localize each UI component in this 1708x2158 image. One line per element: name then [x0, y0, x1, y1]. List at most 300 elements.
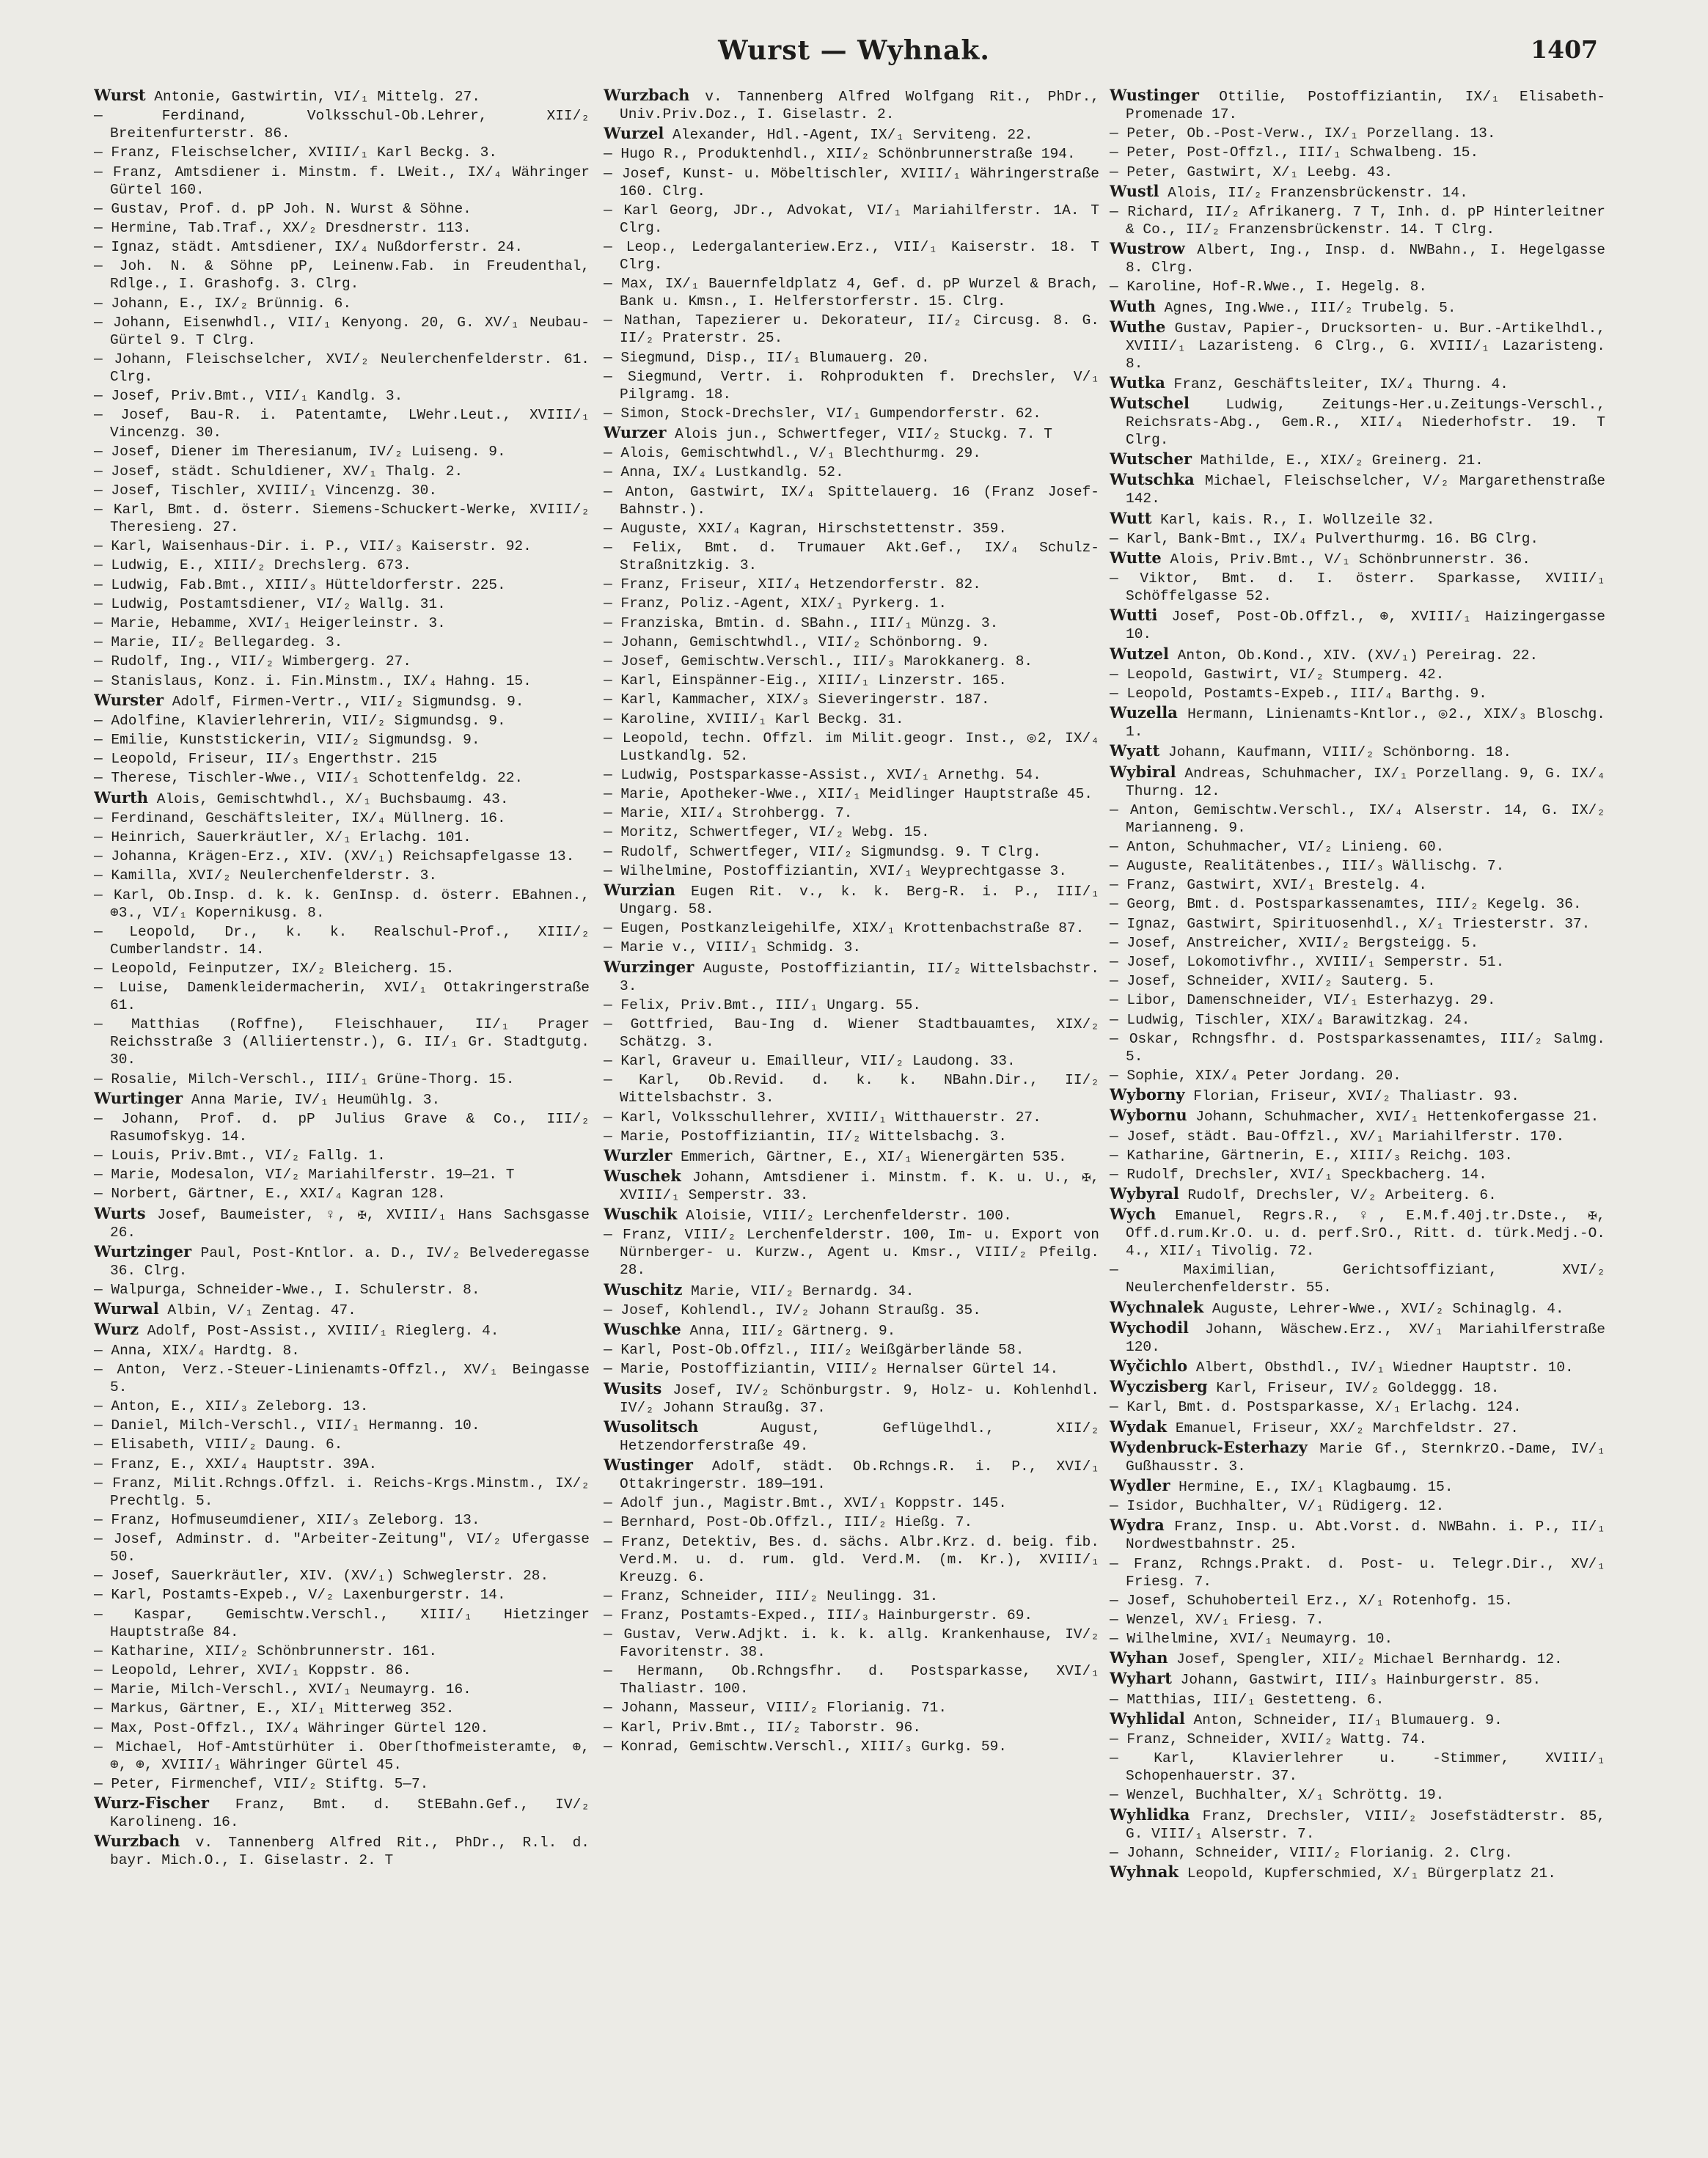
- directory-entry: [94, 200, 590, 218]
- entry-text: — Konrad, Gemischtw.Verschl., XIII/₃ Gurkg. 59.: [604, 1738, 1007, 1755]
- entry-surname: Wutt: [1110, 508, 1152, 527]
- entry-text: — Wilhelmine, Postoffiziantin, XVI/₁ Weyprechtgasse 3.: [604, 862, 1067, 879]
- directory-entry: [604, 520, 1099, 537]
- entry-text: Michael, Fleischselcher, V/₂ Margarethenstraße 142.: [1126, 473, 1605, 507]
- entry-text: — Anna, IX/₄ Lustkandlg. 52.: [604, 464, 844, 481]
- entry-text: — Peter, Post-Offzl., III/₁ Schwalbeng. 15.: [1110, 144, 1479, 161]
- entry-text: — Rudolf, Drechsler, XVI/₁ Speckbacherg. 14.: [1110, 1166, 1487, 1183]
- entry-text: — Louis, Priv.Bmt., VI/₂ Fallg. 1.: [94, 1148, 386, 1164]
- directory-entry: [604, 202, 1099, 237]
- entry-text: — Eugen, Postkanzleigehilfe, XIX/₁ Krottenbachstraße 87.: [604, 920, 1085, 937]
- directory-entry: [604, 1588, 1099, 1605]
- entry-text: Adolf, Post-Assist., XVIII/₁ Rieglerg. 4.: [139, 1323, 499, 1340]
- entry-text: Hermine, E., IX/₁ Klagbaumg. 15.: [1170, 1478, 1454, 1495]
- directory-entry: [1110, 549, 1605, 568]
- entry-text: — Franz, Rchngs.Prakt. d. Post- u. Telegr.Dir., XV/₁ Friesg. 7.: [1110, 1555, 1605, 1590]
- directory-entry: [1110, 1205, 1605, 1260]
- entry-surname: Wyhlidka: [1110, 1805, 1190, 1824]
- entry-text: Adolf, städt. Ob.Rchngs.R. i. P., XVI/₁ Ottakringerstr. 189—191.: [620, 1458, 1099, 1492]
- entry-text: — Markus, Gärtner, E., XI/₁ Mitterweg 352.: [94, 1700, 455, 1717]
- entry-text: — Joh. N. & Söhne pP, Leinenw.Fab. in Freudenthal, Rdlge., I. Grashofg. 3. Clrg.: [94, 258, 590, 293]
- entry-text: — Franziska, Bmtin. d. SBahn., III/₁ Münzg. 3.: [604, 614, 999, 631]
- directory-entry: [1110, 763, 1605, 800]
- directory-entry: [94, 1739, 590, 1774]
- directory-entry: [94, 672, 590, 690]
- entry-text: August, Geflügelhdl., XII/₂ Hetzendorferstraße 49.: [620, 1420, 1099, 1454]
- entry-surname: Wyhnak: [1110, 1862, 1179, 1881]
- entry-text: — Franz, Milit.Rchngs.Offzl. i. Reichs-Krgs.Minstm., IX/₂ Prechtlg. 5.: [94, 1475, 590, 1509]
- directory-entry: [1110, 1319, 1605, 1356]
- directory-entry: [94, 1832, 590, 1869]
- directory-entry: [604, 1533, 1099, 1586]
- entry-surname: Wustrow: [1110, 239, 1185, 258]
- directory-entry: [604, 614, 1099, 632]
- directory-entry: [94, 750, 590, 768]
- directory-entry: [1110, 394, 1605, 449]
- entry-text: — Karl Georg, JDr., Advokat, VI/₁ Mariahilferstr. 1A. T Clrg.: [604, 202, 1099, 236]
- entry-surname: Wurth: [94, 788, 149, 807]
- directory-entry: [604, 1321, 1099, 1340]
- directory-entry: [1110, 1844, 1605, 1862]
- directory-entry: [604, 823, 1099, 841]
- directory-entry: [94, 1321, 590, 1340]
- entry-text: — Josef, Adminstr. d. "Arbeiter-Zeitung", VI/₂ Ufergasse 50.: [94, 1531, 590, 1566]
- entry-surname: Wustinger: [1110, 87, 1199, 104]
- entry-text: — Marie, XII/₄ Strohbergg. 7.: [604, 805, 853, 822]
- entry-text: — Peter, Firmenchef, VII/₂ Stiftg. 5—7.: [94, 1775, 429, 1792]
- entry-text: Agnes, Ing.Wwe., III/₂ Trubelg. 5.: [1155, 299, 1456, 316]
- column-3: [1110, 87, 1605, 2110]
- entry-text: — Karl, Bank-Bmt., IX/₄ Pulverthurmg. 16. BG Clrg.: [1110, 530, 1539, 547]
- entry-text: — Gottfried, Bau-Ing d. Wiener Stadtbauamtes, XIX/₂ Schätzg. 3.: [604, 1016, 1099, 1050]
- entry-text: — Karl, Einspänner-Eig., XIII/₁ Linzerstr. 165.: [604, 672, 1007, 689]
- directory-entry: [604, 87, 1099, 123]
- entry-surname: Wutka: [1110, 372, 1165, 392]
- entry-surname: Wurz-Fischer: [94, 1794, 209, 1813]
- entry-text: Josef, IV/₂ Schönburgstr. 9, Holz- u. Kohlenhdl. IV/₂ Johann Straußg. 37.: [620, 1381, 1099, 1416]
- directory-entry: [94, 1016, 590, 1068]
- directory-entry: [604, 125, 1099, 144]
- directory-entry: [94, 848, 590, 865]
- entry-text: — Kamilla, XVI/₂ Neulerchenfelderstr. 3.: [94, 867, 438, 884]
- entry-text: — Josef, Anstreicher, XVII/₂ Bergsteigg. 5.: [1110, 934, 1479, 951]
- directory-entry: [94, 634, 590, 651]
- entry-text: — Karl, Graveur u. Emailleur, VII/₂ Laudong. 33.: [604, 1053, 1016, 1070]
- directory-entry: [94, 557, 590, 574]
- entry-text: — Marie, Milch-Verschl., XVI/₁ Neumayrg. 16.: [94, 1681, 472, 1698]
- directory-entry: [94, 87, 590, 106]
- directory-entry: [1110, 1439, 1605, 1475]
- directory-entry: [94, 1643, 590, 1660]
- directory-entry: [604, 576, 1099, 593]
- directory-entry: [94, 1720, 590, 1737]
- entry-text: Alois jun., Schwertfeger, VII/₂ Stuckg. 7. T: [666, 426, 1053, 443]
- directory-entry: [604, 1052, 1099, 1070]
- entry-surname: Wuthe: [1110, 317, 1166, 336]
- entry-text: — Karl, Bmt. d. österr. Siemens-Schuckert-Werke, XVIII/₂ Theresieng. 27.: [94, 502, 590, 535]
- entry-text: Leopold, Kupferschmied, X/₁ Bürgerplatz 21.: [1179, 1865, 1556, 1882]
- directory-entry: [604, 920, 1099, 937]
- entry-text: — Josef, städt. Schuldiener, XV/₁ Thalg. 2.: [94, 463, 463, 480]
- directory-entry: [94, 923, 590, 958]
- entry-text: Johann, Schuhmacher, XVI/₁ Hettenkofergasse 21.: [1187, 1109, 1599, 1126]
- entry-surname: Wustinger: [604, 1455, 693, 1474]
- directory-entry: [1110, 606, 1605, 643]
- entry-surname: Wybiral: [1110, 762, 1176, 781]
- entry-surname: Wurzbach: [94, 1832, 180, 1851]
- entry-text: — Ignaz, Gastwirt, Spirituosenhdl., X/₁ Triesterstr. 37.: [1110, 915, 1591, 932]
- directory-entry: [1110, 645, 1605, 664]
- directory-entry: [1110, 240, 1605, 276]
- entry-text: v. Tannenberg Alfred Wolfgang Rit., PhDr., Univ.Priv.Doz., I. Giselastr. 2.: [620, 89, 1099, 122]
- entry-text: — Adolfine, Klavierlehrerin, VII/₂ Sigmundsg. 9.: [94, 712, 506, 729]
- directory-entry: [604, 711, 1099, 728]
- entry-text: — Ferdinand, Geschäftsleiter, IX/₄ Müllnerg. 16.: [94, 810, 506, 826]
- directory-entry: [1110, 298, 1605, 317]
- directory-entry: [94, 164, 590, 199]
- entry-text: — Simon, Stock-Drechsler, VI/₁ Gumpendorferstr. 62.: [604, 405, 1041, 422]
- entry-text: — Michael, Hof-Amtstürhüter i. Oberſthofmeisteramte, ⊕, ⊕, ⊕, XVIII/₁ Währinger Gürtel 45.: [94, 1739, 590, 1773]
- entry-text: — Karl, Priv.Bmt., II/₂ Taborstr. 96.: [604, 1719, 921, 1736]
- column-1: [94, 87, 590, 2110]
- directory-entry: [94, 1342, 590, 1359]
- entry-text: Franz, Drechsler, VIII/₂ Josefstädterstr. 85, G. VIII/₁ Alserstr. 7.: [1126, 1807, 1605, 1842]
- directory-entry: [94, 238, 590, 256]
- entry-text: — Franz, Poliz.-Agent, XIX/₁ Pyrkerg. 1.: [604, 595, 948, 612]
- directory-entry: [604, 1281, 1099, 1300]
- directory-entry: [604, 1071, 1099, 1106]
- directory-entry: [1110, 1731, 1605, 1748]
- entry-text: — Karl, Volksschullehrer, XVIII/₁ Witthauerstr. 27.: [604, 1109, 1041, 1126]
- entry-text: — Peter, Ob.-Post-Verw., IX/₁ Porzellang. 13.: [1110, 125, 1496, 142]
- directory-entry: [604, 939, 1099, 956]
- entry-surname: Wyczisberg: [1110, 1377, 1208, 1396]
- directory-entry: [1110, 1378, 1605, 1397]
- directory-entry: [1110, 1592, 1605, 1610]
- entry-surname: Wyhlidal: [1110, 1709, 1185, 1728]
- entry-text: — Karl, Postamts-Expeb., V/₂ Laxenburgerstr. 14.: [94, 1587, 506, 1604]
- entry-surname: Wyhart: [1110, 1669, 1172, 1688]
- entry-text: — Oskar, Rchngsfhr. d. Postsparkassenamtes, III/₂ Salmg. 5.: [1110, 1030, 1605, 1065]
- directory-entry: [604, 145, 1099, 163]
- entry-text: Antonie, Gastwirtin, VI/₁ Mittelg. 27.: [145, 89, 480, 105]
- entry-surname: Wuschek: [604, 1167, 681, 1186]
- entry-text: Josef, Post-Ob.Offzl., ⊕, XVIII/₁ Haizingergasse 10.: [1126, 609, 1605, 643]
- directory-entry: [604, 275, 1099, 310]
- entry-text: Andreas, Schuhmacher, IX/₁ Porzellang. 9, G. IX/₄ Thurng. 12.: [1126, 765, 1605, 799]
- entry-text: — Franz, Schneider, III/₂ Neulingg. 31.: [604, 1588, 939, 1604]
- entry-text: Franz, Bmt. d. StEBahn.Gef., IV/₂ Karolineng. 16.: [110, 1797, 590, 1831]
- entry-text: — Marie, II/₂ Bellegardeg. 3.: [94, 634, 343, 651]
- entry-text: Aloisie, VIII/₂ Lerchenfelderstr. 100.: [677, 1208, 1012, 1225]
- directory-entry: [604, 785, 1099, 803]
- entry-text: — Ludwig, Postamtsdiener, VI/₂ Wallg. 31.: [94, 595, 446, 612]
- directory-entry: [604, 312, 1099, 347]
- entry-text: — Karl, Post-Ob.Offzl., III/₂ Weißgärberlände 58.: [604, 1342, 1025, 1359]
- entry-surname: Wych: [1110, 1205, 1157, 1224]
- directory-entry: [94, 1243, 590, 1280]
- entry-text: Hermann, Linienamts-Kntlor., ◎2., XIX/₃ Bloschg. 1.: [1126, 706, 1605, 741]
- entry-surname: Wydak: [1110, 1417, 1168, 1436]
- directory-entry: [94, 219, 590, 237]
- directory-entry: [604, 862, 1099, 880]
- entry-text: — Bernhard, Post-Ob.Offzl., III/₂ Hießg. 7.: [604, 1514, 973, 1531]
- entry-text: — Johann, Masseur, VIII/₂ Florianig. 71.: [604, 1700, 948, 1717]
- entry-surname: Wurzer: [604, 423, 667, 442]
- entry-text: — Johann, Gemischtwhdl., VII/₂ Schönborng. 9.: [604, 634, 990, 650]
- directory-entry: [604, 672, 1099, 689]
- entry-text: Emanuel, Regrs.R., ♀, E.M.f.40j.tr.Dste., ✠, Off.d.rum.Kr.O. u. d. perf.SrO., Ritt. d. türk.Medj.-O. 4., XII/₁ Tivolig. 72.: [1126, 1208, 1605, 1260]
- directory-entry: [604, 653, 1099, 670]
- directory-entry: [604, 165, 1099, 200]
- entry-text: — Therese, Tischler-Wwe., VII/₁ Schottenfeldg. 22.: [94, 770, 524, 787]
- directory-entry: [94, 1511, 590, 1529]
- directory-entry: [94, 351, 590, 386]
- directory-entry: [604, 483, 1099, 518]
- directory-entry: [94, 789, 590, 808]
- entry-text: Florian, Friseur, XVI/₂ Thaliastr. 93.: [1184, 1088, 1520, 1105]
- entry-text: — Auguste, XXI/₄ Kagran, Hirschstettenstr. 359.: [604, 520, 1007, 537]
- entry-text: — Anton, Gemischtw.Verschl., IX/₄ Alserstr. 14, G. IX/₂ Marianneng. 9.: [1110, 801, 1605, 836]
- directory-entry: [94, 1185, 590, 1203]
- directory-entry: [604, 1302, 1099, 1319]
- directory-entry: [1110, 164, 1605, 181]
- directory-entry: [1110, 125, 1605, 142]
- directory-entry: [1110, 1750, 1605, 1785]
- entry-text: — Heinrich, Sauerkräutler, X/₁ Erlachg. 101.: [94, 829, 472, 845]
- directory-entry: [94, 653, 590, 670]
- directory-entry: [1110, 915, 1605, 933]
- directory-entry: [94, 1775, 590, 1793]
- directory-entry: [1110, 1030, 1605, 1065]
- entry-text: — Katharine, Gärtnerin, E., XIII/₃ Reichg. 103.: [1110, 1147, 1513, 1164]
- directory-entry: [94, 257, 590, 293]
- directory-entry: [604, 424, 1099, 443]
- entry-text: — Ludwig, Postsparkasse-Assist., XVI/₁ Arnethg. 54.: [604, 766, 1041, 783]
- entry-text: Eugen Rit. v., k. k. Berg-R. i. P., III/₁ Ungarg. 58.: [620, 884, 1099, 917]
- entry-text: — Josef, Kohlendl., IV/₂ Johann Straußg. 35.: [604, 1302, 981, 1318]
- entry-text: — Gustav, Verw.Adjkt. i. k. k. allg. Krankenhause, IV/₂ Favoritenstr. 38.: [604, 1626, 1099, 1661]
- directory-entry: [94, 295, 590, 312]
- directory-entry: [94, 1700, 590, 1717]
- directory-entry: [94, 1281, 590, 1299]
- entry-text: Paul, Post-Kntlor. a. D., IV/₂ Belvederegasse 36. Clrg.: [110, 1244, 590, 1279]
- entry-text: Albert, Obsthdl., IV/₁ Wiedner Hauptstr. 10.: [1187, 1359, 1574, 1376]
- entry-surname: Wurzel: [604, 124, 664, 143]
- entry-text: Auguste, Postoffiziantin, II/₂ Wittelsbachstr. 3.: [620, 960, 1099, 994]
- entry-text: — Josef, städt. Bau-Offzl., XV/₁ Mariahilferstr. 170.: [1110, 1128, 1565, 1145]
- directory-entry: [1110, 510, 1605, 529]
- entry-text: Ludwig, Zeitungs-Her.u.Zeitungs-Verschl., Reichsrats-Abg., Gem.R., XII/₄ Niederhofstr. 19. T Clrg.: [1126, 397, 1605, 449]
- directory-entry: [604, 881, 1099, 918]
- entry-text: Franz, Insp. u. Abt.Vorst. d. NWBahn. i. P., II/₁ Nordwestbahnstr. 25.: [1126, 1519, 1605, 1553]
- entry-surname: Wutti: [1110, 606, 1158, 625]
- entry-surname: Wydenbruck-Esterhazy: [1110, 1437, 1308, 1456]
- entry-text: — Felix, Priv.Bmt., III/₁ Ungarg. 55.: [604, 997, 921, 1013]
- directory-entry: [94, 712, 590, 730]
- directory-entry: [1110, 1649, 1605, 1668]
- entry-text: — Josef, Lokomotivfhr., XVIII/₁ Semperstr. 51.: [1110, 954, 1505, 970]
- directory-entry: [1110, 1516, 1605, 1553]
- directory-entry: [94, 107, 590, 142]
- entry-text: Anton, Schneider, II/₁ Blumauerg. 9.: [1184, 1711, 1503, 1728]
- directory-entry: [1110, 1357, 1605, 1376]
- directory-entry: [604, 804, 1099, 822]
- entry-surname: Wydra: [1110, 1516, 1165, 1535]
- directory-entry: [1110, 1166, 1605, 1183]
- entry-surname: Wuschik: [604, 1205, 678, 1224]
- directory-entry: [94, 443, 590, 460]
- entry-text: — Ferdinand, Volksschul-Ob.Lehrer, XII/₂ Breitenfurterstr. 86.: [94, 108, 590, 142]
- entry-text: — Marie, Apotheker-Wwe., XII/₁ Meidlinger Hauptstraße 45.: [604, 786, 1093, 803]
- directory-entry: [94, 829, 590, 846]
- entry-text: — Walpurga, Schneider-Wwe., I. Schulerstr. 8.: [94, 1282, 480, 1298]
- entry-text: Josef, Spengler, XII/₂ Michael Bernhardg. 12.: [1168, 1651, 1563, 1668]
- entry-surname: Wusolitsch: [604, 1417, 699, 1436]
- entry-surname: Wychodil: [1110, 1318, 1190, 1337]
- directory-entry: [604, 997, 1099, 1014]
- directory-entry: [1110, 530, 1605, 548]
- directory-entry: [94, 887, 590, 922]
- entry-text: Franz, Geschäftsleiter, IX/₄ Thurng. 4.: [1165, 375, 1509, 392]
- entry-text: — Max, Post-Offzl., IX/₄ Währinger Gürtel 120.: [94, 1720, 489, 1736]
- entry-text: — Hermann, Ob.Rchngsfhr. d. Postsparkasse, XVI/₁ Thaliastr. 100.: [604, 1663, 1099, 1698]
- directory-entry: [1110, 1611, 1605, 1629]
- directory-entry: [94, 691, 590, 711]
- entry-text: — Franz, VIII/₂ Lerchenfelderstr. 100, Im- u. Export von Nürnberger- u. Kurzw., Agent u. Kmsr., VIII/₂ Pfeilg. 28.: [604, 1227, 1099, 1279]
- directory-entry: [94, 314, 590, 349]
- directory-entry: [94, 463, 590, 480]
- entry-text: Alexander, Hdl.-Agent, IX/₁ Serviteng. 22.: [664, 127, 1033, 144]
- directory-entry: [94, 1436, 590, 1453]
- entry-text: — Leopold, Friseur, II/₃ Engerthstr. 215: [94, 751, 438, 768]
- directory-entry: [604, 730, 1099, 765]
- directory-entry: [1110, 1786, 1605, 1804]
- directory-entry: [604, 1341, 1099, 1359]
- entry-text: — Josef, Schneider, XVII/₂ Sauterg. 5.: [1110, 973, 1436, 990]
- directory-entry: [604, 1109, 1099, 1126]
- entry-text: — Leopold, Dr., k. k. Realschul-Prof., XIII/₂ Cumberlandstr. 14.: [94, 923, 590, 958]
- entry-text: — Anton, Verz.-Steuer-Linienamts-Offzl., XV/₁ Beingasse 5.: [94, 1361, 590, 1395]
- directory-entry: [1110, 1185, 1605, 1204]
- entry-text: — Alois, Gemischtwhdl., V/₁ Blechthurmg. 29.: [604, 445, 981, 462]
- entry-text: — Anna, XIX/₄ Hardtg. 8.: [94, 1342, 300, 1359]
- directory-entry: [94, 595, 590, 613]
- directory-entry: [1110, 183, 1605, 202]
- directory-entry: [1110, 1128, 1605, 1145]
- directory-entry: [94, 614, 590, 632]
- entry-text: — Peter, Gastwirt, X/₁ Leebg. 43.: [1110, 164, 1393, 180]
- directory-entry: [1110, 1398, 1605, 1416]
- entry-text: Alois, II/₂ Franzensbrückenstr. 14.: [1159, 184, 1468, 201]
- entry-text: — Franz, Fleischselcher, XVIII/₁ Karl Beckg. 3.: [94, 144, 497, 161]
- entry-surname: Wusits: [604, 1379, 662, 1398]
- directory-entry: [604, 444, 1099, 462]
- entry-text: — Felix, Bmt. d. Trumauer Akt.Gef., IX/₄ Schulz-Straßnitzkig. 3.: [604, 540, 1099, 573]
- entry-text: — Adolf jun., Magistr.Bmt., XVI/₁ Koppstr. 145.: [604, 1495, 1007, 1512]
- entry-text: Ottilie, Postoffiziantin, IX/₁ Elisabeth-Promenade 17.: [1126, 89, 1605, 122]
- entry-text: — Franz, Postamts-Exped., III/₃ Hainburgerstr. 69.: [604, 1607, 1033, 1623]
- directory-entry: [1110, 1106, 1605, 1126]
- directory-entry: [94, 810, 590, 827]
- entry-text: — Sophie, XIX/₄ Peter Jordang. 20.: [1110, 1067, 1401, 1084]
- directory-entry: [94, 1794, 590, 1831]
- entry-text: — Rudolf, Schwertfeger, VII/₂ Sigmundsg. 9. T Clrg.: [604, 843, 1041, 860]
- entry-text: Johann, Gastwirt, III/₃ Hainburgerstr. 85.: [1171, 1672, 1542, 1689]
- entry-text: — Marie, Hebamme, XVI/₁ Heigerleinstr. 3.: [94, 614, 446, 631]
- entry-text: — Katharine, XII/₂ Schönbrunnerstr. 161.: [94, 1643, 438, 1659]
- entry-surname: Wyatt: [1110, 741, 1160, 760]
- directory-entry: [1110, 972, 1605, 990]
- entry-text: — Karoline, Hof-R.Wwe., I. Hegelg. 8.: [1110, 279, 1427, 296]
- directory-entry: [94, 1071, 590, 1088]
- directory-entry: [604, 1494, 1099, 1512]
- entry-text: Anna Marie, IV/₁ Heumühlg. 3.: [183, 1091, 441, 1108]
- entry-text: — Rosalie, Milch-Verschl., III/₁ Grüne-Thorg. 15.: [94, 1071, 515, 1087]
- directory-entry: [94, 1398, 590, 1415]
- page-number: 1407: [1531, 35, 1598, 64]
- entry-text: — Leopold, Lehrer, XVI/₁ Koppstr. 86.: [94, 1662, 411, 1678]
- directory-entry: [604, 958, 1099, 995]
- directory-entry: [94, 387, 590, 405]
- directory-entry: [1110, 1691, 1605, 1709]
- directory-entry: [604, 368, 1099, 403]
- entry-text: — Norbert, Gärtner, E., XXI/₄ Kagran 128.: [94, 1186, 446, 1203]
- entry-text: — Wenzel, Buchhalter, X/₁ Schröttg. 19.: [1110, 1787, 1445, 1804]
- entry-surname: Wybyral: [1110, 1184, 1179, 1203]
- entry-text: — Nathan, Tapezierer u. Dekorateur, II/₂ Circusg. 8. G. II/₂ Praterstr. 25.: [604, 312, 1099, 347]
- directory-entry: [1110, 450, 1605, 469]
- entry-text: — Marie, Modesalon, VI/₂ Mariahilferstr. 19—21. T: [94, 1167, 515, 1183]
- entry-text: Johann, Amtsdiener i. Minstm. f. K. u. U., ✠, XVIII/₁ Semperstr. 33.: [620, 1170, 1099, 1204]
- entry-text: — Franz, Detektiv, Bes. d. sächs. Albr.Krz. d. beig. fib. Verd.M. u. d. rum. gld. Verd.M. (m. Kr.), XVIII/₁ Kreuzg. 6.: [604, 1533, 1099, 1585]
- directory-entry: [94, 1662, 590, 1679]
- entry-text: — Josef, Gemischtw.Verschl., III/₃ Marokkanerg. 8.: [604, 653, 1033, 669]
- entry-surname: Wutzel: [1110, 644, 1169, 663]
- entry-text: — Josef, Priv.Bmt., VII/₁ Kandlg. 3.: [94, 388, 403, 405]
- entry-text: — Ludwig, Tischler, XIX/₄ Barawitzkag. 24.: [1110, 1011, 1470, 1028]
- directory-entry: [604, 1738, 1099, 1755]
- entry-text: — Libor, Damenschneider, VI/₁ Esterhazyg. 29.: [1110, 992, 1496, 1009]
- directory-entry: [1110, 1630, 1605, 1648]
- entry-text: — Josef, Schuhoberteil Erz., X/₁ Rotenhofg. 15.: [1110, 1592, 1513, 1609]
- directory-entry: [1110, 570, 1605, 605]
- entry-surname: Wychnalek: [1110, 1297, 1204, 1316]
- directory-entry: [1110, 857, 1605, 875]
- directory-entry: [94, 979, 590, 1014]
- entry-surname: Wutscher: [1110, 449, 1192, 469]
- directory-entry: [1110, 1477, 1605, 1496]
- directory-entry: [604, 1380, 1099, 1417]
- entry-surname: Wutschel: [1110, 394, 1190, 413]
- entry-surname: Wurst: [94, 87, 146, 104]
- entry-text: — Johann, Fleischselcher, XVI/₂ Neulerchenfelderstr. 61. Clrg.: [94, 351, 590, 385]
- entry-text: Alois, Priv.Bmt., V/₁ Schönbrunnerstr. 36.: [1161, 551, 1531, 568]
- directory-entry: [1110, 203, 1605, 238]
- directory-entry: [1110, 1555, 1605, 1590]
- entry-surname: Wuth: [1110, 296, 1156, 315]
- entry-text: — Daniel, Milch-Verschl., VII/₁ Hermanng. 10.: [94, 1417, 480, 1434]
- entry-text: — Josef, Tischler, XVIII/₁ Vincenzg. 30.: [94, 482, 438, 499]
- directory-entry: [94, 482, 590, 499]
- entry-surname: Wuschke: [604, 1320, 681, 1338]
- directory-entry: [94, 1606, 590, 1641]
- entry-text: — Elisabeth, VIII/₂ Daung. 6.: [94, 1436, 343, 1453]
- entry-text: — Leopold, Feinputzer, IX/₂ Bleicherg. 15.: [94, 960, 455, 977]
- entry-text: — Luise, Damenkleidermacherin, XVI/₁ Ottakringerstraße 61.: [94, 980, 590, 1014]
- entry-text: — Leopold, Gastwirt, VI/₂ Stumperg. 42.: [1110, 666, 1445, 683]
- directory-entry: [1110, 1067, 1605, 1084]
